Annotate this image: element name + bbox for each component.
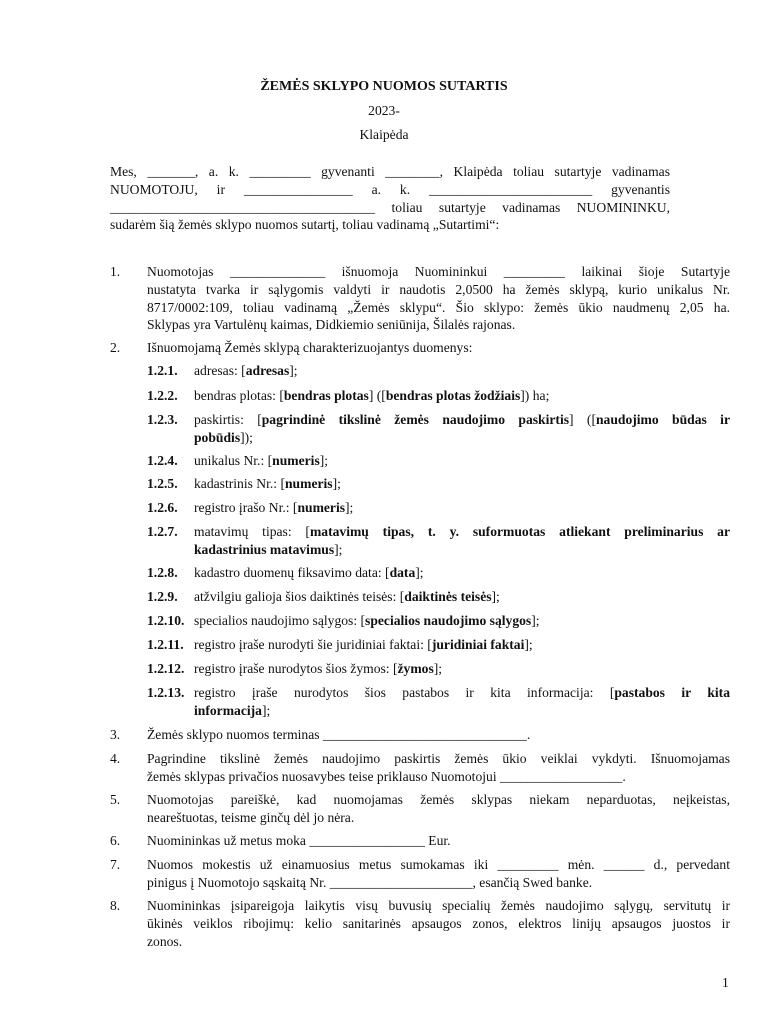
subitem-number: 1.2.11. — [147, 637, 184, 652]
item-line: ūkinės veiklos ribojimų: kelio sanitarinės apsaugos zonos, elektros linijų apsaugos juostos ir — [147, 915, 730, 931]
item-line: zonos. — [147, 933, 183, 949]
subitem-text — [194, 612, 730, 630]
subitem-text-part: specialios naudojimo sąlygos: [ — [194, 613, 366, 628]
item-line: Nuomotojas ______________ išnuomoja Nuomininkui _________ laikinai šioje Sutartyje — [147, 264, 730, 279]
subitem-text-part: adresas: [ — [194, 363, 246, 378]
subitem-placeholder: matavimų tipas, t. y. suformuotas atliekant preliminarius ar — [309, 524, 731, 539]
item-5-text — [147, 791, 730, 827]
item-number: 8. — [110, 898, 121, 913]
subitem-text-part: ]; — [332, 476, 341, 491]
subitem-placeholder: pobūdis — [194, 429, 241, 445]
item-line: žemės sklypas privačios nuosavybes teise priklauso Nuomotojui __________________. — [147, 768, 626, 784]
subitem-text — [194, 387, 730, 405]
document-year: 2023- — [368, 103, 400, 118]
subitem-text-part: registro įraše nurodytos šios žymos: [ — [194, 661, 398, 676]
subitem-placeholder: adresas — [245, 363, 290, 378]
subitem-text-part: ]; — [531, 613, 540, 628]
subitem-placeholder: pagrindinė tikslinė žemės naudojimo paskirtis — [261, 412, 570, 427]
item-line: nustatyta tvarka ir sąlygomis valdyti ir naudotis 2,0500 ha žemės sklypą, kurio unikalus Nr. — [147, 281, 730, 297]
subitem-text-part: ]) ha; — [520, 388, 550, 403]
item-line: pinigus į Nuomotojo sąskaitą Nr. _____________________, esančią Swed banke. — [147, 874, 593, 890]
subitem-placeholder: žymos — [397, 661, 434, 676]
subitem-placeholder: daiktinės teisės — [404, 589, 492, 604]
subitem-number: 1.2.12. — [147, 661, 185, 676]
subitem-text-part: ] ([ — [569, 412, 596, 427]
subitem-text-part: ]; — [334, 541, 343, 557]
intro-line: Mes, _______, a. k. _________ gyvenanti ________, Klaipėda toliau sutartyje vadinamas — [110, 164, 670, 179]
item-line: Sklypas yra Vartulėnų kaimas, Didkiemio seniūnija, Šilalės rajonas. — [147, 317, 516, 333]
subitem-placeholder: juridiniai faktai — [431, 637, 525, 652]
intro-line: sudarėm šią žemės sklypo nuomos sutartį, toliau vadinamą „Sutartimi“: — [110, 217, 500, 233]
intro-line: _______________________________________ toliau sutartyje vadinamas NUOMININKU, — [110, 199, 670, 215]
subitem-line — [194, 541, 730, 559]
subitem-number: 1.2.3. — [147, 412, 178, 427]
subitem-text-part: unikalus Nr.: [ — [194, 453, 273, 468]
subitem-text — [194, 523, 730, 559]
subitem-placeholder: bendras plotas žodžiais — [385, 388, 521, 403]
item-4-text — [147, 750, 730, 786]
subitem-text-part: paskirtis: [ — [194, 412, 262, 427]
subitem-text-part: registro įrašo Nr.: [ — [194, 500, 298, 515]
item-number: 1. — [110, 264, 121, 279]
page-number: 1 — [722, 975, 729, 990]
document-city: Klaipėda — [359, 127, 409, 142]
item-number: 2. — [110, 340, 121, 355]
subitem-text-part: ]; — [415, 565, 424, 580]
item-line: Žemės sklypo nuomos terminas ______________________________. — [147, 727, 531, 742]
subitem-number: 1.2.6. — [147, 500, 178, 515]
subitem-text-part: ]; — [524, 637, 533, 652]
subitem-text-part: ]; — [345, 500, 354, 515]
subitem-text-part: ] ([ — [368, 388, 386, 403]
subitem-number: 1.2.13. — [147, 685, 185, 700]
intro-paragraph — [110, 163, 670, 234]
item-line: Išnuomojamą Žemės sklypą charakterizuojantys duomenys: — [147, 340, 473, 355]
subitem-text-part: atžvilgiu galioja šios daiktinės teisės: [ — [194, 589, 405, 604]
item-7-text — [147, 856, 730, 892]
subitem-line — [194, 684, 730, 702]
subitem-text-part: matavimų tipas: [ — [194, 524, 310, 539]
subitem-placeholder: kadastrinius matavimus — [194, 541, 335, 557]
subitem-line — [194, 411, 730, 429]
item-number: 4. — [110, 751, 121, 766]
subitem-text-part: registro įraše nurodyti šie juridiniai faktai: [ — [194, 637, 432, 652]
subitem-number: 1.2.2. — [147, 388, 178, 403]
subitem-placeholder: bendras plotas — [283, 388, 369, 403]
subitem-placeholder: naudojimo būdas ir — [595, 412, 730, 427]
item-line: Nuomotojas pareiškė, kad nuomojamas žemės sklypas niekam neparduotas, neįkeistas, — [147, 792, 730, 807]
subitem-number: 1.2.5. — [147, 476, 178, 491]
item-8-text — [147, 897, 730, 950]
subitem-text — [194, 684, 730, 720]
item-line: Nuomos mokestis už einamuosius metus sumokamas iki _________ mėn. ______ d., pervedant — [147, 857, 730, 872]
item-line: Nuomininkas už metus moka _________________ Eur. — [147, 833, 451, 848]
subitem-placeholder: numeris — [285, 476, 333, 491]
subitem-placeholder: specialios naudojimo sąlygos — [365, 613, 532, 628]
subitem-text — [194, 499, 730, 517]
subitem-line — [194, 429, 730, 447]
subitem-text — [194, 411, 730, 447]
subitem-text-part: ]; — [289, 363, 298, 378]
subitem-placeholder: numeris — [297, 500, 346, 515]
subitem-text — [194, 660, 730, 678]
subitem-number: 1.2.1. — [147, 363, 178, 378]
item-line: Nuomininkas įsipareigoja laikytis visų buvusių specialių žemės naudojimo sąlygų, servitutų ir — [147, 898, 730, 913]
subitem-line — [194, 702, 730, 720]
item-number: 6. — [110, 833, 121, 848]
item-number: 7. — [110, 857, 121, 872]
subitem-text-part: kadastrinis Nr.: [ — [194, 476, 285, 491]
subitem-placeholder: pastabos ir kita — [614, 685, 730, 700]
subitem-placeholder: data — [389, 565, 416, 580]
subitem-text — [194, 588, 730, 606]
subitem-text-part: bendras plotas: [ — [194, 388, 284, 403]
subitem-placeholder: numeris — [272, 453, 320, 468]
item-line: Pagrindine tikslinė žemės naudojimo paskirtis žemės ūkio veiklai vykdyti. Išnuomojamas — [147, 751, 730, 766]
subitem-number: 1.2.7. — [147, 524, 178, 539]
subitem-line — [194, 523, 730, 541]
document-title: ŽEMĖS SKLYPO NUOMOS SUTARTIS — [260, 79, 508, 94]
subitem-text-part: ]; — [319, 453, 329, 468]
subitem-text — [194, 452, 730, 470]
subitem-text — [194, 362, 730, 380]
subitem-text-part: kadastro duomenų fiksavimo data: [ — [194, 565, 390, 580]
subitem-number: 1.2.8. — [147, 565, 178, 580]
item-line: neareštuotas, teisme ginčų dėl jo nėra. — [147, 809, 355, 825]
subitem-text-part: ]; — [261, 702, 271, 718]
subitem-text-part: ]; — [491, 589, 500, 604]
subitem-text-part: ]; — [433, 661, 443, 676]
subitem-number: 1.2.10. — [147, 613, 185, 628]
subitem-text-part: ]); — [240, 429, 253, 445]
intro-line: NUOMOTOJU, ir ________________ a. k. ________________________ gyvenantis — [110, 181, 670, 197]
subitem-text — [194, 564, 730, 582]
item-number: 5. — [110, 792, 121, 807]
item-number: 3. — [110, 727, 121, 742]
item-line: 8717/0002:109, toliau vadinamą „Žemės sklypu“. Šio sklypo: žemės ūkio naudmenų 2,05 ha. — [147, 299, 730, 315]
item-1-text — [147, 263, 730, 334]
subitem-text — [194, 475, 730, 493]
subitem-text — [194, 636, 730, 654]
subitem-number: 1.2.9. — [147, 589, 178, 604]
subitem-text-part: registro įraše nurodytos šios pastabos ir kita informacija: [ — [194, 685, 615, 700]
subitem-number: 1.2.4. — [147, 453, 178, 468]
subitem-placeholder: informacija — [194, 702, 262, 718]
